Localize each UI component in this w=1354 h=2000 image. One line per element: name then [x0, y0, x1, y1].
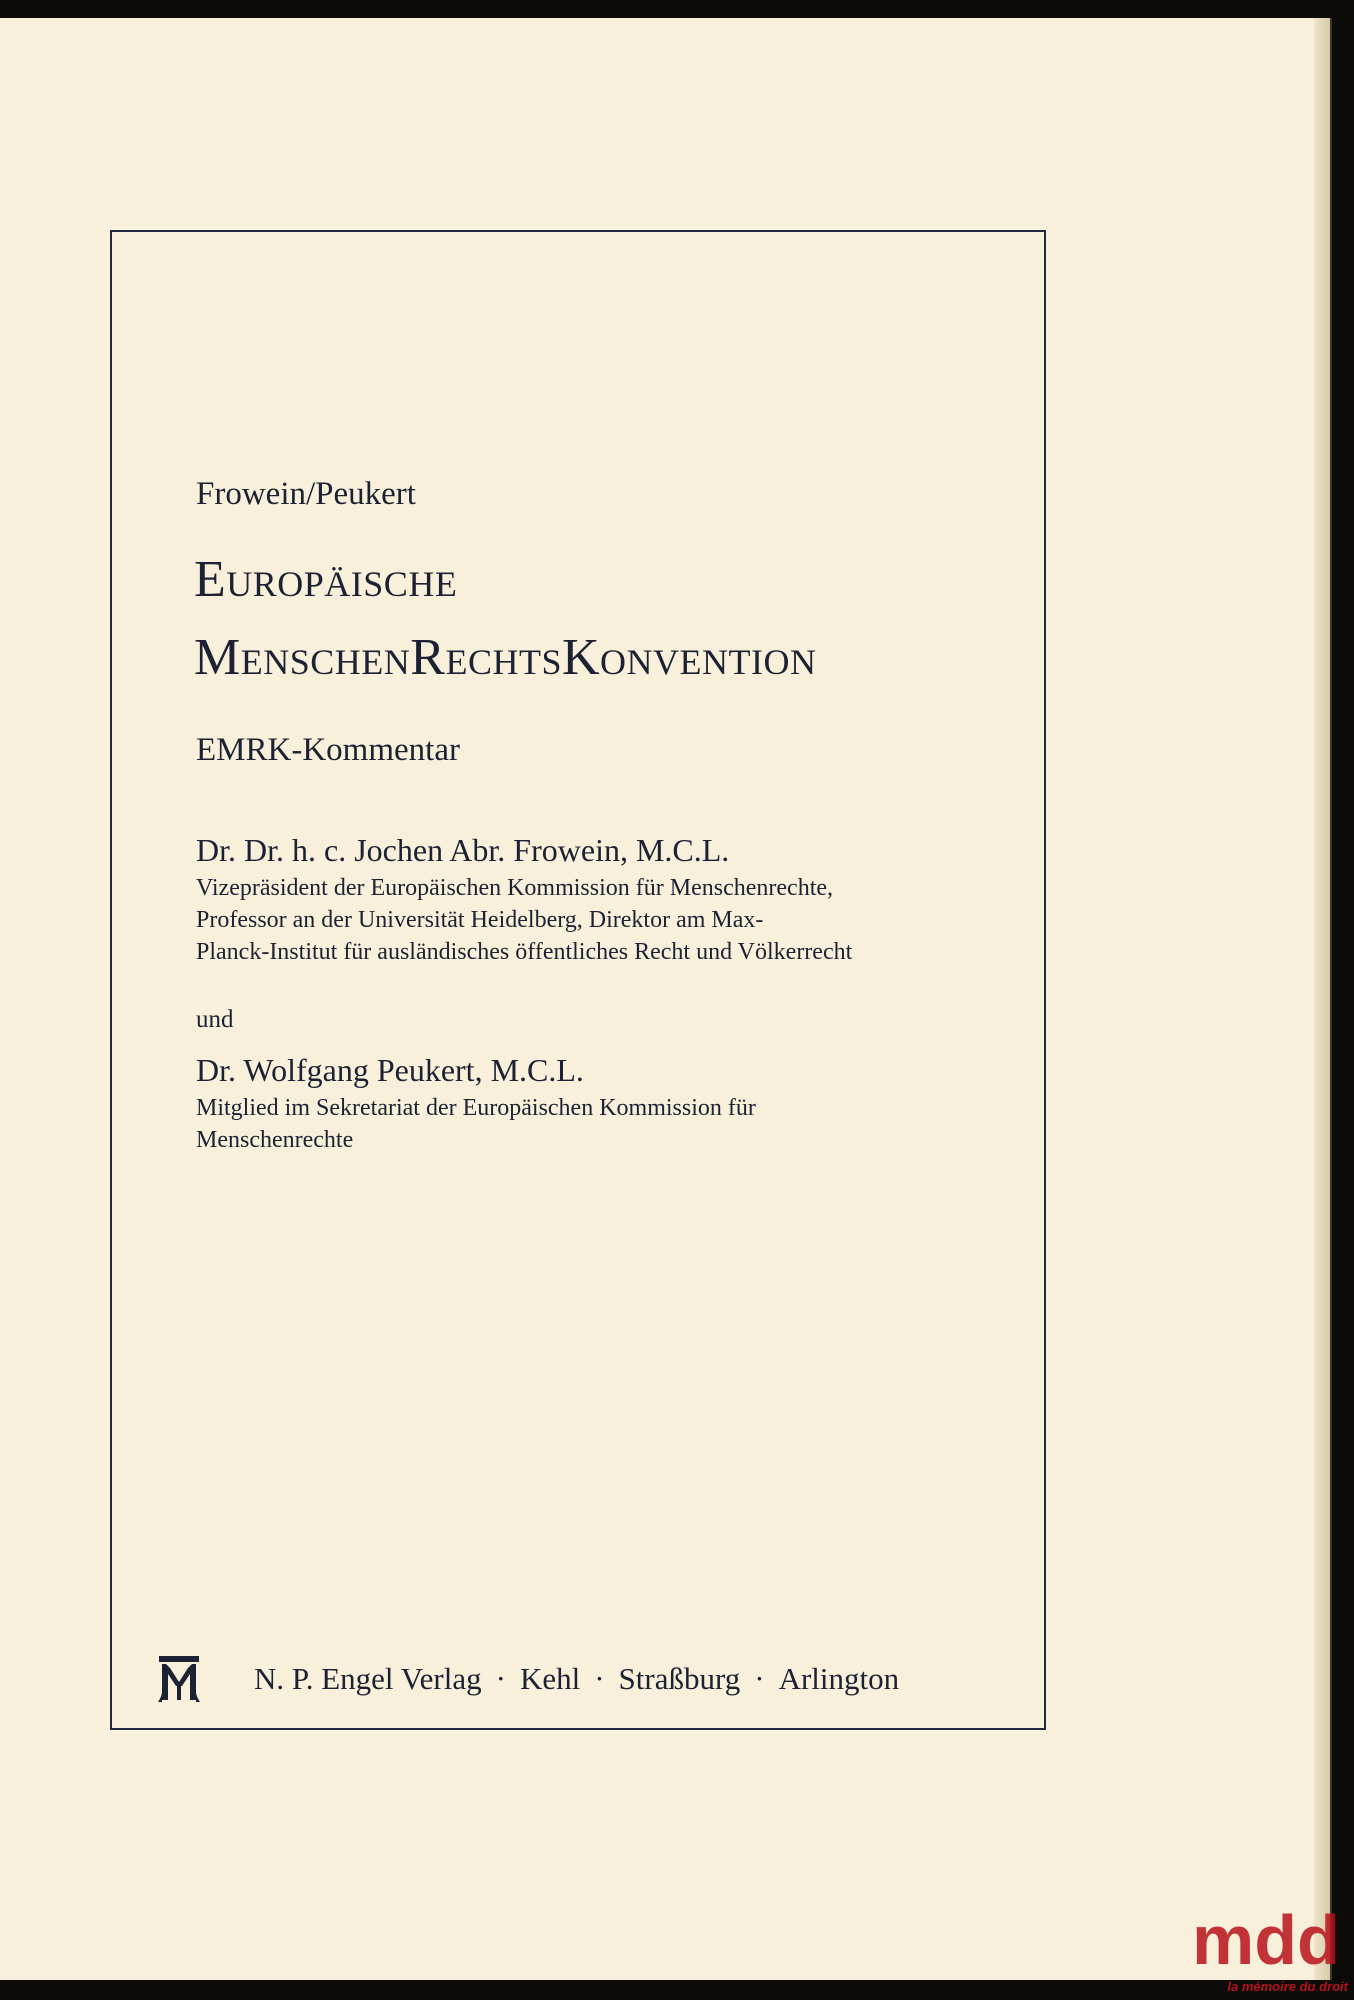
separator: · [594, 1661, 605, 1696]
watermark-caption: la mémoire du droit [1227, 1979, 1348, 1994]
publisher-place: Arlington [778, 1661, 900, 1696]
title-initial: K [561, 629, 601, 686]
author2-desc-line: Menschenrechte [196, 1127, 354, 1153]
author1-desc-line: Planck-Institut für ausländisches öffentliches Recht und Völkerrecht [196, 939, 853, 965]
publisher-logo-icon [156, 1652, 202, 1706]
publisher-text [254, 1661, 899, 1697]
authors-short: Frowein/Peukert [196, 476, 416, 512]
subtitle: EMRK-Kommentar [196, 732, 460, 768]
publisher-place: Straßburg [618, 1661, 741, 1696]
author1-description [196, 872, 852, 968]
author1-desc-line: Professor an der Universität Heidelberg, Direktor am Max- [196, 907, 764, 933]
publisher-name: N. P. Engel Verlag [254, 1661, 482, 1696]
title-rest: ECHTS [445, 642, 562, 682]
title-initial: R [410, 629, 446, 686]
publisher-line [156, 1652, 899, 1706]
title-rest: ONVENTION [600, 642, 817, 682]
title-frame [110, 230, 1046, 1730]
author1-desc-line: Vizepräsident der Europäischen Kommission für Menschenrechte, [196, 875, 834, 901]
title-line-1 [194, 550, 457, 609]
publisher-place: Kehl [519, 1661, 581, 1696]
author2-description [196, 1092, 756, 1156]
title-initial: E [194, 551, 227, 608]
author2-desc-line: Mitglied im Sekretariat der Europäischen Kommission für [196, 1095, 756, 1121]
title-rest: UROPÄISCHE [226, 564, 458, 604]
watermark-logo-text: mdd [1192, 1901, 1340, 1979]
book-page [0, 18, 1332, 1980]
title-line-2 [194, 628, 817, 687]
separator: · [495, 1661, 506, 1696]
author2-name: Dr. Wolfgang Peukert, M.C.L. [196, 1052, 584, 1088]
author1-name: Dr. Dr. h. c. Jochen Abr. Frowein, M.C.L. [196, 832, 730, 868]
title-rest: ENSCHEN [240, 642, 411, 682]
conjunction: und [196, 1006, 234, 1033]
title-initial: M [194, 629, 241, 686]
separator: · [754, 1661, 765, 1696]
page-edge [1314, 18, 1330, 1980]
